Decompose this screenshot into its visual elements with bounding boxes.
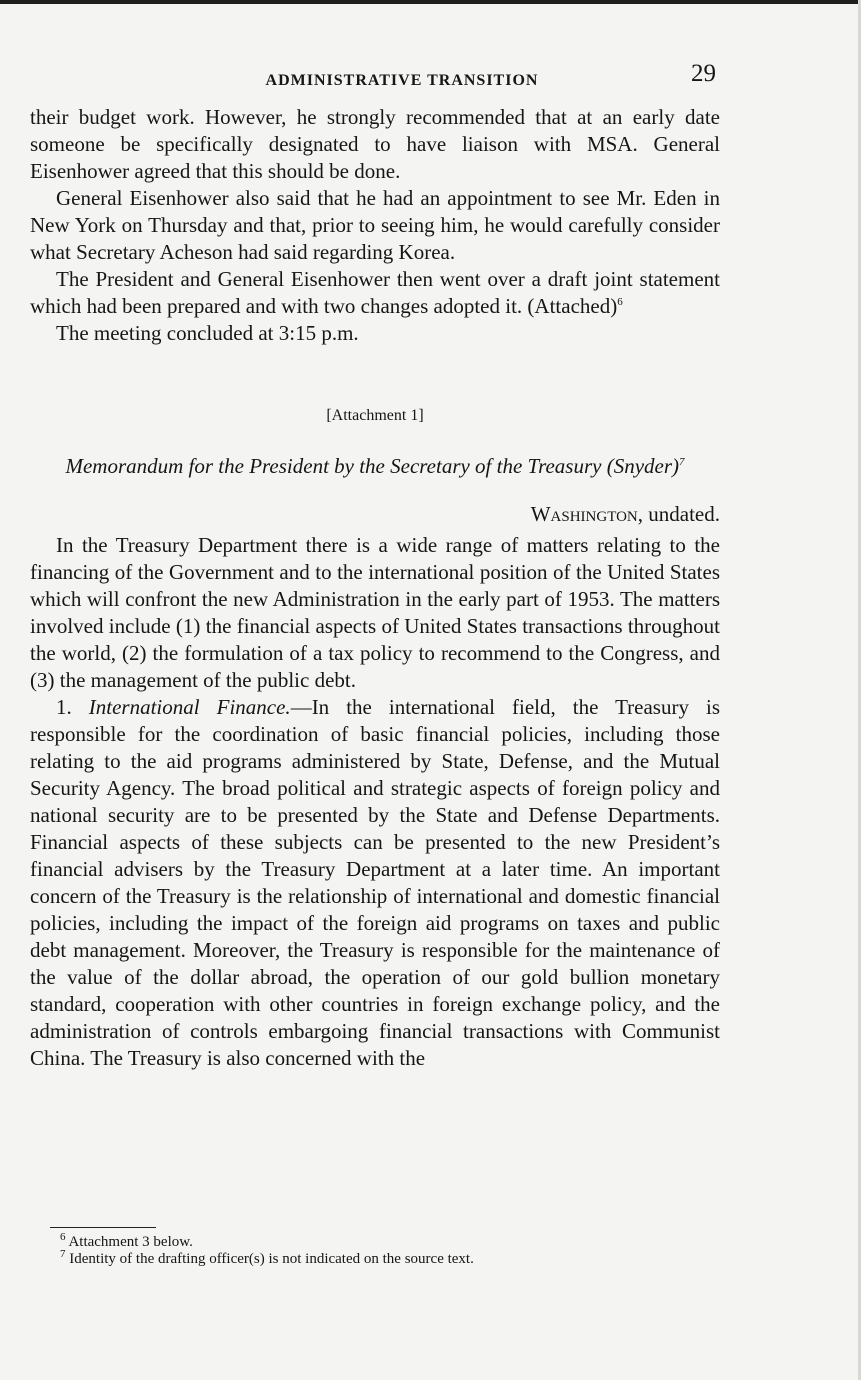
section-heading-international-finance: International Finance. (88, 695, 291, 719)
page-body (30, 104, 720, 1072)
paragraph-meeting-concluded: The meeting concluded at 3:15 p.m. (56, 321, 359, 345)
memo-title: Memorandum for the President by the Secretary of the Treasury (Snyder)$^7$ (65, 454, 685, 478)
footnote-ref-7: 7 (679, 456, 685, 468)
paragraph-continuation: their budget work. However, he strongly recommended that at an early date someone be specifically designated to have liaison with MSA. General Eisenhower agreed that this should be done. (30, 105, 720, 183)
top-edge-rule (0, 0, 861, 4)
dateline-place: Washington (530, 502, 638, 526)
paragraph-joint-statement: The President and General Eisenhower then went over a draft joint statement which had been prepared and with two changes adopted it. (Attached)$^6$ (30, 267, 720, 318)
running-header (30, 56, 720, 92)
running-title: ADMINISTRATIVE TRANSITION (265, 72, 539, 89)
attachment-label: [Attachment 1] (326, 407, 424, 424)
footnote-ref-6: 6 (617, 296, 623, 308)
footnote-7: $^7$ Identity of the drafting officer(s) is not indicated on the source text. (60, 1248, 474, 1267)
memo-intro-paragraph: In the Treasury Department there is a wide range of matters relating to the financing of the Government and to the international position of the United States which will confront the new Administration in the early part of 1953. The matters involved include (1) the financial aspects of United States transactions throughout the world, (2) the formulation of a tax policy to recommend to the Congress, and (3) the management of the public debt. (30, 533, 720, 692)
dateline-rest: , undated. (637, 502, 720, 526)
footnotes (60, 1231, 700, 1268)
paragraph-eden-meeting: General Eisenhower also said that he had an appointment to see Mr. Eden in New York on Thursday and that, prior to seeing him, he would carefully consider what Secretary Acheson had said regarding Korea. (30, 186, 720, 264)
memo-international-finance-paragraph: 1. International Finance.—In the international field, the Treasury is responsible for the coordination of basic financial policies, including those relating to the aid programs administered by State, Defense, and the Mutual Security Agency. The broad political and strategic aspects of foreign policy and national security are to be presented by the State and Defense Departments. Financial aspects of these subjects can be presented to the new President’s financial advisers by the Treasury Department at a later time. An important concern of the Treasury is the relationship of international and domestic financial policies, including the impact of the foreign aid programs on taxes and public debt management. Moreover, the Treasury is responsible for the maintenance of the value of the dollar abroad, the operation of our gold bullion monetary standard, cooperation with other countries in foreign exchange policy, and the administration of controls embargoing financial transactions with Communist China. The Treasury is also concerned with the (30, 695, 720, 1070)
dateline (30, 501, 720, 528)
footnote-6: $^6$ Attachment 3 below. (60, 1231, 193, 1250)
page-number: 29 (691, 60, 716, 87)
footnote-divider (50, 1227, 156, 1228)
